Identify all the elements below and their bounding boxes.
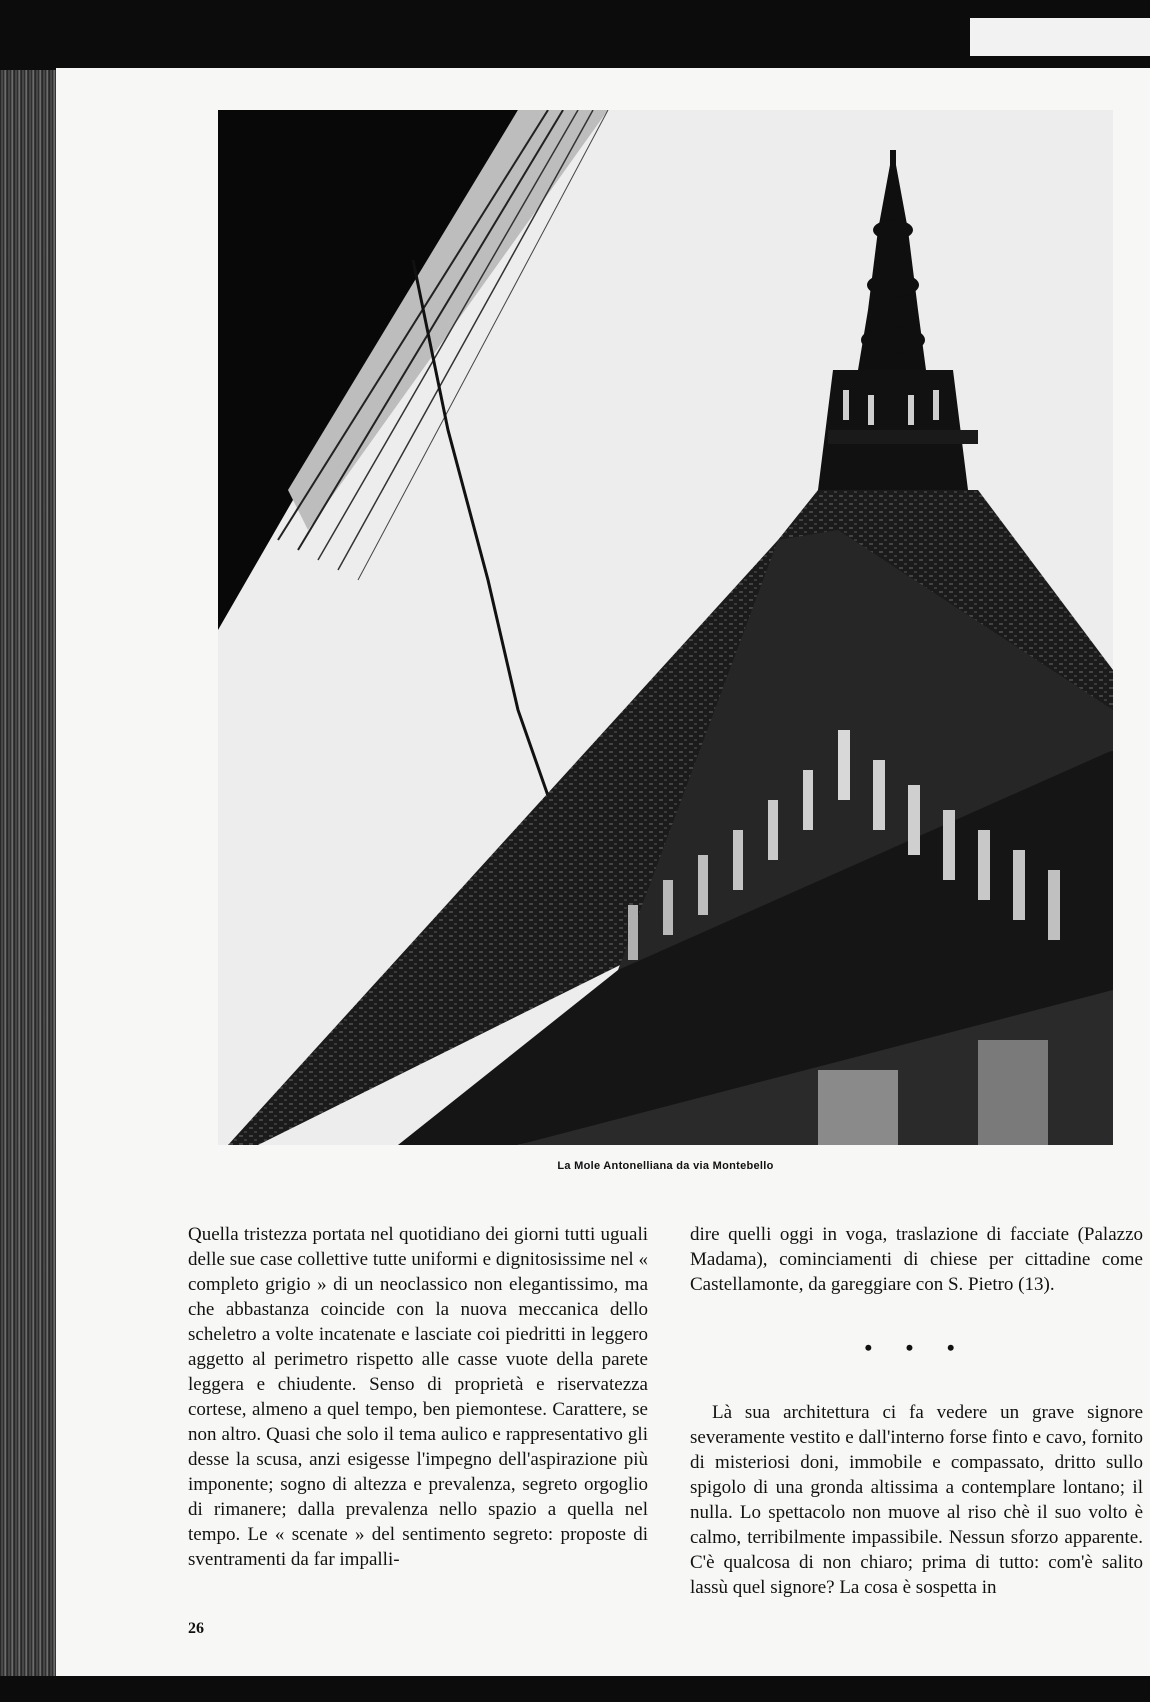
article-paragraph: dire quelli oggi in voga, traslazione di facciate (Palazzo Madama), cominciamenti di chiese per cittadine come Castellamonte, da gareggiare con S. Pietro (13). <box>690 1224 1143 1295</box>
section-separator: • • • <box>864 1335 969 1360</box>
photo-illustration <box>218 110 1113 1145</box>
scan-bottom-border <box>0 1676 1150 1702</box>
page-number: 26 <box>188 1620 204 1637</box>
article-left-column <box>188 1222 648 1572</box>
article-right-column <box>690 1222 1143 1600</box>
mole-antonelliana-photo <box>218 110 1113 1145</box>
article-paragraph: Là sua architettura ci fa vedere un grave signore severamente vestito e dall'interno forse finto e cavo, fornito di misteriosi doni, immobile e compassato, dritto sullo spigolo di una gronda altissima a contemplare lontano; il nulla. Lo spettacolo non muove al riso chè il suo volto è calmo, terribilmente impassibile. Nessun sforzo apparente. C'è qualcosa di non chiaro; prima di tutto: com'è salito lassù quel signore? La cosa è sospetta in <box>690 1402 1143 1598</box>
book-page-edges <box>0 70 60 1702</box>
scan-top-highlight <box>970 18 1150 56</box>
photo-caption: La Mole Antonelliana da via Montebello <box>557 1160 774 1172</box>
article-paragraph: Quella tristezza portata nel quotidiano dei giorni tutti uguali delle sue case collettive tutte uniformi e dignitosissime nel « completo grigio » di un neoclassico non elegantissimo, ma che abbastanza coincide con la nuova meccanica dello scheletro a volte incatenate e lasciate coi piedritti in leggero aggetto al perimetro rispetto alle casse vuote della parete leggera e chiudente. Senso di proprietà e riservatezza cortese, almeno a quel tempo, ben piemontese. Carattere, se non altro. Quasi che solo il tema aulico e rappresentativo gli desse la scusa, anzi esigesse l'impegno dell'aspirazione più imponente; sogno di altezza e prevalenza, segreto orgoglio di rimanere; dalla prevalenza nello spazio a quella nel tempo. Le « scenate » del sentimento segreto: proposte di sventramenti da far impalli- <box>188 1224 648 1570</box>
